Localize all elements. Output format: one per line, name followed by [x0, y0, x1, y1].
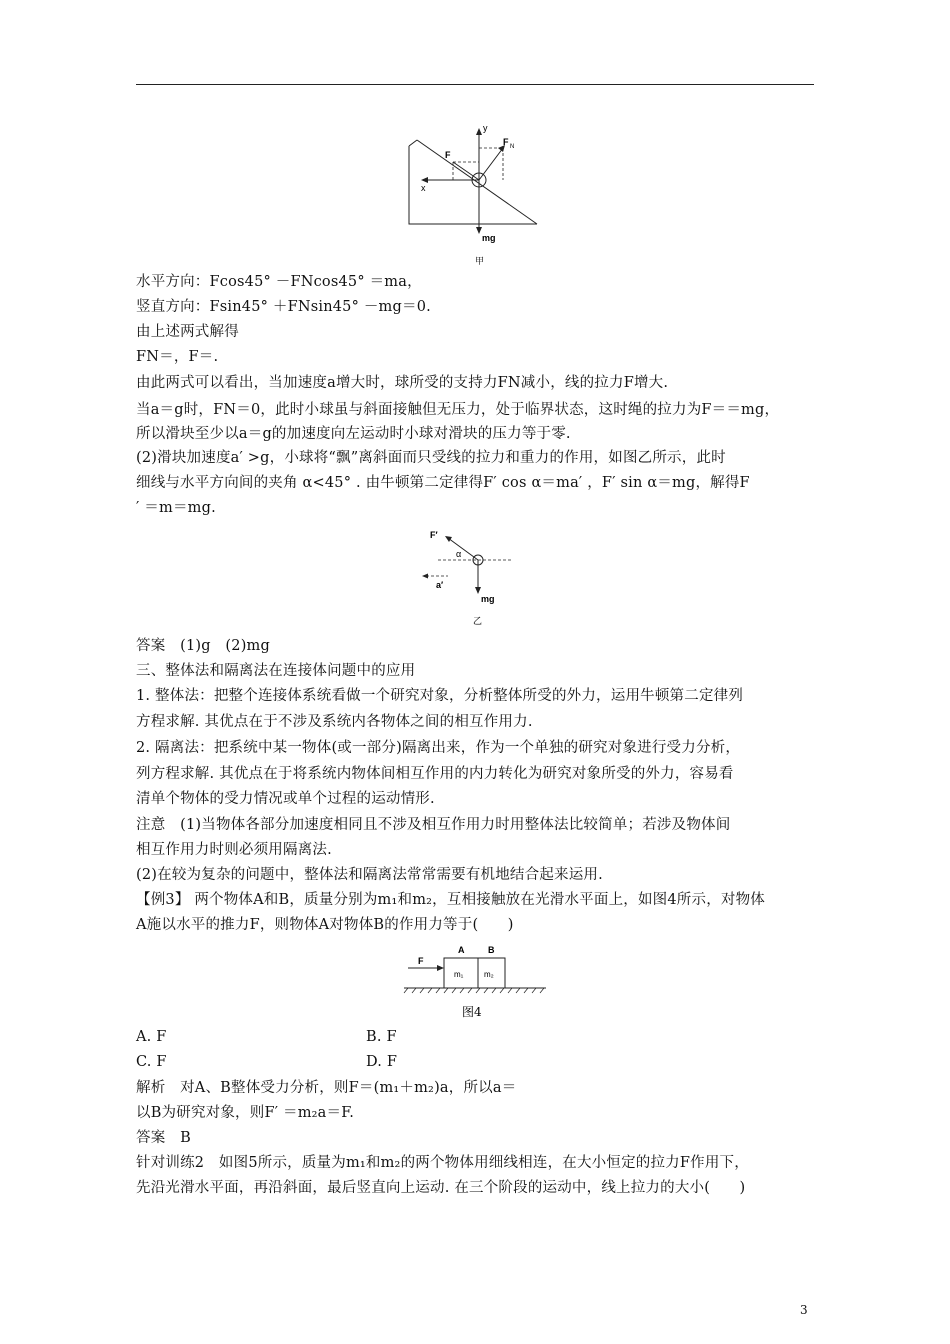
text-line: 答案 B	[136, 1130, 191, 1146]
section-heading: 三、整体法和隔离法在连接体问题中的应用	[136, 663, 416, 679]
page-number: 3	[800, 1303, 808, 1317]
text-line: 相互作用力时则必须用隔离法.	[136, 842, 332, 858]
figure-4-label-a: A	[458, 945, 465, 955]
text-line: 2. 隔离法：把系统中某一物体(或一部分)隔离出来，作为一个单独的研究对象进行受力分析，	[136, 740, 741, 756]
figure-jia-diagram	[395, 118, 545, 270]
figure-yi-label-mg: mg	[481, 594, 495, 604]
option-b: B. F	[366, 1029, 397, 1045]
figure-jia-caption: 甲	[475, 256, 485, 266]
text-line: 注意 (1)当物体各部分加速度相同且不涉及相互作用力时用整体法比较简单；若涉及物体间	[136, 817, 731, 833]
text-line: FN＝，F＝.	[136, 349, 219, 365]
figure-jia-label-y: y	[483, 123, 488, 133]
figure-jia-label-mg: mg	[482, 233, 496, 243]
text-line: (2)滑块加速度a′ >g，小球将“飘”离斜面而只受线的拉力和重力的作用，如图乙所示，此时	[136, 450, 726, 466]
figure-4-label-m1: m₁	[454, 970, 464, 979]
text-line: 所以滑块至少以a＝g的加速度向左运动时小球对滑块的压力等于零.	[136, 426, 571, 442]
figure-jia-label-x: x	[421, 183, 426, 193]
option-a: A. F	[136, 1029, 167, 1045]
text-line: 细线与水平方向间的夹角 α<45° . 由牛顿第二定律得F′ cos α＝ma′ ，F′ sin α＝mg，解得F	[136, 475, 750, 491]
text-line: 清单个物体的受力情况或单个过程的运动情形.	[136, 791, 435, 807]
figure-4-caption: 图4	[462, 1005, 482, 1019]
figure-4-label-f: F	[418, 956, 424, 966]
figure-4-diagram	[400, 940, 550, 1022]
text-line: (2)在较为复杂的问题中，整体法和隔离法常常需要有机地结合起来运用.	[136, 867, 603, 883]
figure-jia-label-f: F	[445, 150, 451, 160]
figure-yi-label-ap: a′	[436, 580, 444, 590]
text-line: 由上述两式解得	[136, 324, 239, 340]
text-line: 方程求解. 其优点在于不涉及系统内各物体之间的相互作用力.	[136, 714, 533, 730]
text-line: 【例3】 两个物体A和B，质量分别为m₁和m₂，互相接触放在光滑水平面上，如图4所示，对物体	[136, 892, 766, 908]
text-line: 由此两式可以看出，当加速度a增大时，球所受的支持力FN减小，线的拉力F增大.	[136, 375, 669, 391]
figure-jia-label-fn-sub: N	[510, 144, 515, 150]
text-line: 水平方向：Fcos45° －FNcos45° ＝ma，	[136, 274, 422, 290]
figure-yi-label-alpha: α	[456, 549, 462, 559]
text-line: 答案 (1)g (2)mg	[136, 638, 270, 654]
figure-4-label-m2: m₂	[484, 970, 494, 979]
figure-jia	[395, 118, 545, 270]
text-line: 1. 整体法：把整个连接体系统看做一个研究对象，分析整体所受的外力，运用牛顿第二定律列	[136, 688, 744, 704]
text-line: 解析 对A、B整体受力分析，则F＝(m₁＋m₂)a，所以a＝	[136, 1080, 517, 1096]
figure-yi-caption: 乙	[473, 616, 483, 626]
figure-4-label-b: B	[488, 945, 495, 955]
header-rule	[136, 84, 814, 85]
option-c: C. F	[136, 1054, 167, 1070]
text-line: 以B为研究对象，则F′ ＝m₂a＝F.	[136, 1105, 355, 1121]
figure-4	[400, 940, 550, 1022]
text-line: ′ ＝m＝mg.	[136, 500, 216, 516]
option-d: D. F	[366, 1054, 398, 1070]
text-line: 先沿光滑水平面，再沿斜面，最后竖直向上运动. 在三个阶段的运动中，线上拉力的大小( )	[136, 1180, 746, 1196]
text-line: 竖直方向：Fsin45° ＋FNsin45° －mg＝0.	[136, 299, 431, 315]
figure-yi-label-fp: F′	[430, 530, 438, 540]
figure-yi-diagram	[418, 524, 528, 630]
text-line: 当a＝g时，FN＝0，此时小球虽与斜面接触但无压力，处于临界状态，这时绳的拉力为F＝＝mg，	[136, 402, 780, 418]
text-line: A施以水平的推力F，则物体A对物体B的作用力等于( )	[136, 917, 514, 933]
text-line: 列方程求解. 其优点在于将系统内物体间相互作用的内力转化为研究对象所受的外力，容易看	[136, 766, 734, 782]
figure-yi	[418, 524, 528, 630]
figure-jia-label-fn: F	[503, 137, 509, 147]
text-line: 针对训练2 如图5所示，质量为m₁和m₂的两个物体用细线相连，在大小恒定的拉力F作用下，	[136, 1155, 749, 1171]
